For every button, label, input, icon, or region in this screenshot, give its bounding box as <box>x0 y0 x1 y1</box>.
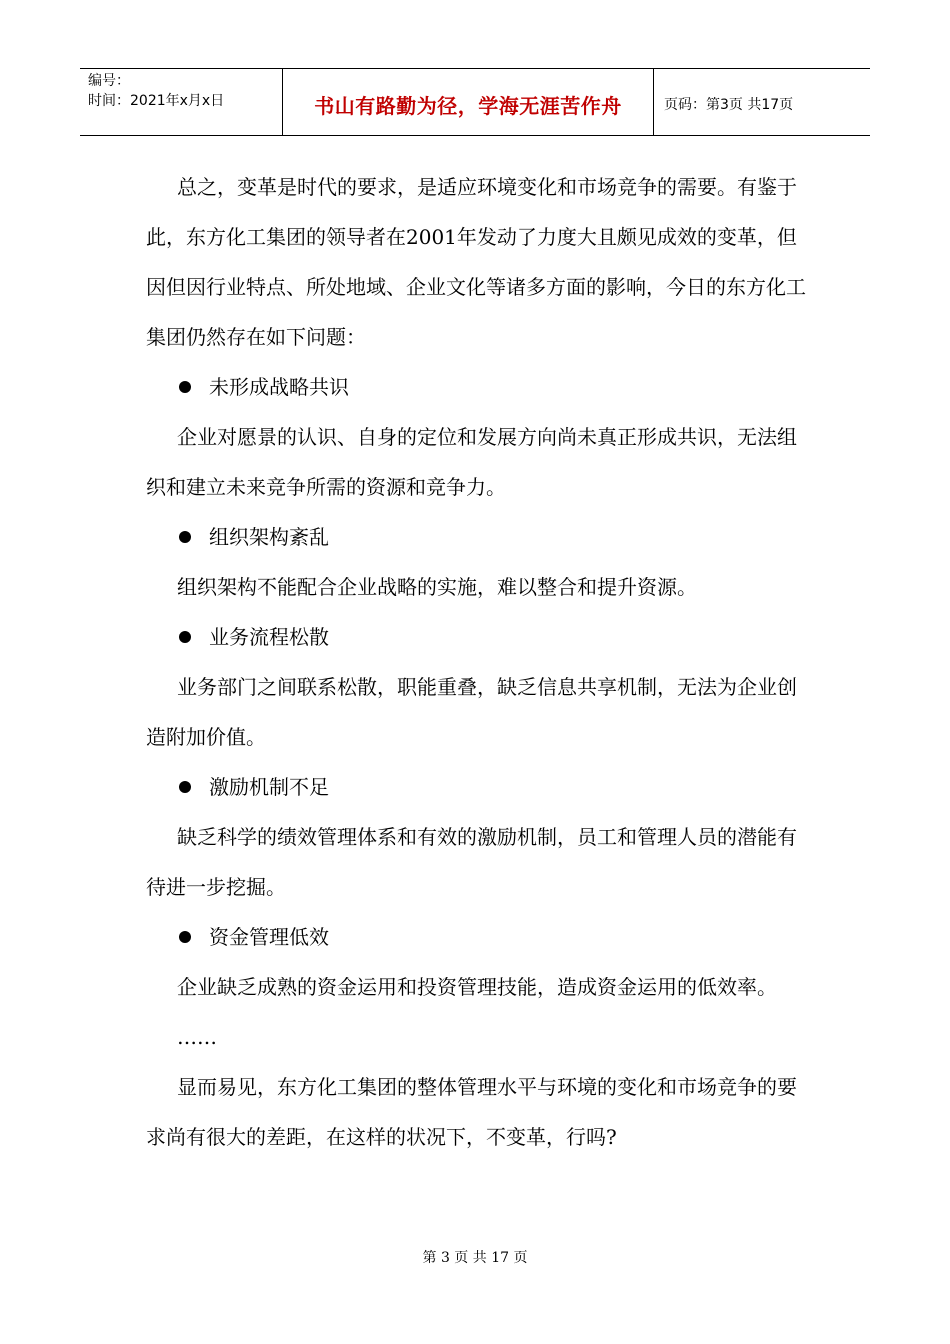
bullet-dot-icon <box>179 781 191 793</box>
bullet-dot-icon <box>179 631 191 643</box>
header-page-cell <box>654 69 870 135</box>
bullet-dot-icon <box>179 381 191 393</box>
header-page-info: 页码：第3页 共17页 <box>664 97 794 113</box>
page-header <box>80 68 870 136</box>
issue-bullet <box>146 762 816 812</box>
issue-bullet <box>146 612 816 662</box>
issue-title: 业务流程松散 <box>209 625 329 649</box>
bullet-dot-icon <box>179 531 191 543</box>
issue-bullet <box>146 362 816 412</box>
document-body <box>146 162 816 1162</box>
issue-description: 组织架构不能配合企业战略的实施，难以整合和提升资源。 <box>177 575 697 599</box>
conclusion-paragraph: 显而易见，东方化工集团的整体管理水平与环境的变化和市场竞争的要求尚有很大的差距，在这样的状况下，不变革，行吗? <box>146 1075 797 1149</box>
issue-description: 企业缺乏成熟的资金运用和投资管理技能，造成资金运用的低效率。 <box>177 975 777 999</box>
issue-bullet <box>146 912 816 962</box>
issue-title: 组织架构紊乱 <box>209 525 329 549</box>
issue-description: 企业对愿景的认识、自身的定位和发展方向尚未真正形成共识，无法组织和建立未来竞争所需的资源和竞争力。 <box>146 425 797 499</box>
footer-page-number: 第 3 页 共 17 页 <box>422 1250 528 1266</box>
issue-description: 业务部门之间联系松散，职能重叠，缺乏信息共享机制，无法为企业创造附加价值。 <box>146 675 797 749</box>
issue-description: 缺乏科学的绩效管理体系和有效的激励机制，员工和管理人员的潜能有待进一步挖掘。 <box>146 825 797 899</box>
header-motto: 书山有路勤为径，学海无涯苦作舟 <box>314 93 622 118</box>
document-number-label: 编号： <box>88 73 130 89</box>
header-meta-cell <box>80 69 283 135</box>
intro-paragraph: 总之，变革是时代的要求，是适应环境变化和市场竞争的需要。有鉴于此，东方化工集团的领导者在2001年发动了力度大且颇见成效的变革，但因但因行业特点、所处地域、企业文化等诸多方面的影响，今日的东方化工集团仍然存在如下问题： <box>146 175 806 349</box>
issue-title: 激励机制不足 <box>209 775 329 799</box>
issue-title: 资金管理低效 <box>209 925 329 949</box>
issue-title: 未形成战略共识 <box>209 375 349 399</box>
document-time-label: 时间：2021年x月x日 <box>88 93 225 109</box>
issue-bullet <box>146 512 816 562</box>
bullet-dot-icon <box>179 931 191 943</box>
page-footer <box>0 1247 950 1267</box>
header-motto-cell <box>283 69 654 135</box>
ellipsis-line: …… <box>177 1025 217 1049</box>
